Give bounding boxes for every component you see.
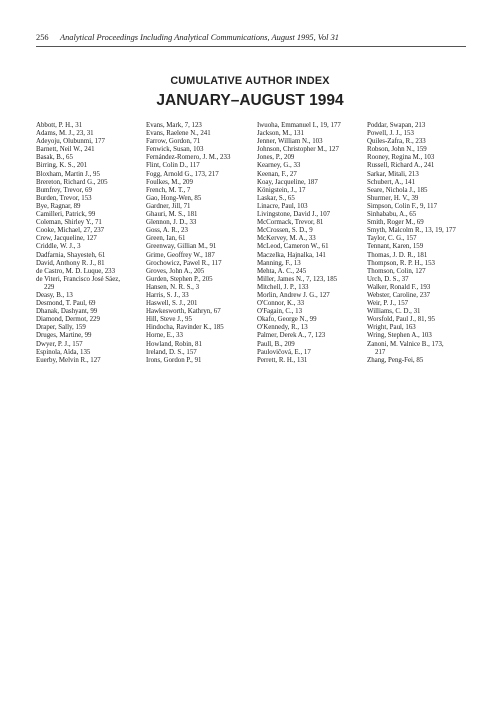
author-entry: Irons, Gordon P., 91 — [146, 356, 202, 364]
running-head — [36, 33, 468, 42]
author-entry: Dhanak, Dashyant, 99 — [36, 308, 98, 316]
author-entry: Adams, M. J., 23, 31 — [36, 130, 94, 138]
author-entry: Hill, Steve J., 95 — [146, 316, 192, 324]
author-entry: Ghauri, M. S., 181 — [146, 211, 198, 219]
author-entry: Coleman, Shirley Y., 71 — [36, 219, 102, 227]
author-entry: Evans, Raelene N., 241 — [146, 130, 211, 138]
author-entry: Seare, Nichola J., 185 — [367, 186, 428, 194]
author-entry: Morlin, Andrew J. G., 127 — [257, 291, 330, 299]
author-entry: Schubert, A., 141 — [367, 178, 416, 186]
author-entry: Abbott, P. H., 31 — [36, 122, 83, 129]
author-entry: Horne, E., 33 — [146, 332, 183, 340]
author-entry: Desmond, T. Paul, 69 — [36, 300, 96, 308]
author-entry: O'Kennedy, R., 13 — [257, 324, 308, 332]
author-entry: Walker, Ronald F., 193 — [367, 283, 431, 291]
author-entry: Shurmer, H. V., 39 — [367, 194, 419, 202]
author-entry: Euerby, Melvin R., 127 — [36, 356, 101, 364]
author-entry: Bloxham, Martin J., 95 — [36, 170, 100, 178]
author-entry: Gao, Hong-Wen, 85 — [146, 194, 202, 202]
author-entry: Druges, Martine, 99 — [36, 332, 92, 340]
author-entry: Howland, Robin, 81 — [146, 340, 202, 348]
author-entry: Glennon, J. D., 33 — [146, 219, 197, 227]
author-entry: Dadfarnia, Shayesteh, 61 — [36, 251, 106, 259]
author-entry: Fogg, Arnold G., 173, 217 — [146, 170, 219, 178]
author-entry: David, Anthony R. J., 81 — [36, 259, 105, 267]
author-entry: Crew, Jacqueline, 127 — [36, 235, 97, 243]
journal-title: Analytical Proceedings Including Analytical Communications, August 1995, Vol 31 — [60, 33, 339, 42]
index-column-4 — [367, 122, 456, 365]
author-entry: Okafo, George N., 99 — [257, 316, 317, 324]
author-entry: Linacre, Paul, 103 — [257, 202, 308, 210]
author-entry: Grochowicz, Pawel R., 117 — [146, 259, 222, 267]
author-entry: Burden, Trevor, 153 — [36, 194, 92, 202]
author-entry: Thomson, Colin, 127 — [367, 267, 426, 275]
author-entry: Webster, Caroline, 237 — [367, 291, 431, 299]
author-entry: Urch, D. S., 37 — [367, 275, 409, 283]
author-entry: Draper, Sally, 159 — [36, 324, 86, 332]
author-entry: Bye, Ragnar, 89 — [36, 202, 81, 210]
author-entry: Jenner, William N., 103 — [257, 138, 323, 146]
author-entry: Zhang, Peng-Fei, 85 — [367, 356, 424, 364]
author-entry: O'Connor, K., 33 — [257, 300, 305, 308]
author-entry: Farrow, Gordon, 71 — [146, 138, 201, 146]
author-entry: Espinola, Aïda, 135 — [36, 348, 91, 356]
index-column-3 — [257, 122, 341, 365]
author-entry: Robson, John N., 159 — [367, 146, 427, 154]
author-entry: Criddle, W. J., 3 — [36, 243, 81, 251]
author-entry: Hawkesworth, Kathryn, 67 — [146, 308, 221, 316]
author-entry: Wright, Paul, 163 — [367, 324, 416, 332]
author-entry: Zanoni, M. Valnice B., 173, — [367, 340, 444, 348]
author-entry: O'Fagain, C., 13 — [257, 308, 303, 316]
author-entry: Paull, B., 209 — [257, 340, 295, 348]
author-entry: McLeod, Cameron W., 61 — [257, 243, 329, 251]
author-entry: Adeyoju, Olubunmi, 177 — [36, 138, 105, 146]
author-entry: Harris, S. J., 33 — [146, 291, 189, 299]
author-entry: Goss, A. R., 23 — [146, 227, 188, 235]
author-entry: Cooke, Michael, 27, 237 — [36, 227, 105, 235]
author-entry: Wring, Stephen A., 103 — [367, 332, 432, 340]
author-entry: Evans, Mark, 7, 123 — [146, 122, 202, 129]
author-entry: Koay, Jacqueline, 187 — [257, 178, 318, 186]
author-entry: Sinhababu, A., 65 — [367, 211, 417, 219]
author-entry: Laskar, S., 65 — [257, 194, 295, 202]
author-entry: Gardner, Jill, 71 — [146, 202, 191, 210]
author-entry: Thomas, J. D. R., 181 — [367, 251, 428, 259]
author-entry: Taylor, C. G., 157 — [367, 235, 417, 243]
author-entry: Fernández-Romero, J. M., 233 — [146, 154, 231, 162]
author-entry: Fenwick, Susan, 103 — [146, 146, 204, 154]
author-entry: Jones, P., 209 — [257, 154, 295, 162]
author-entry: Perrett, R. H., 131 — [257, 356, 308, 364]
author-entry: Manning, F., 13 — [257, 259, 301, 267]
author-entry: Rooney, Regina M., 103 — [367, 154, 435, 162]
author-entry: Mehta, A. C., 245 — [257, 267, 307, 275]
author-entry: Basak, B., 65 — [36, 154, 73, 162]
author-entry: Poddar, Swapan, 213 — [367, 122, 426, 129]
author-entry: French, M. T., 7 — [146, 186, 191, 194]
author-entry: de Castro, M. D. Luque, 233 — [36, 267, 116, 275]
index-column-1 — [36, 122, 120, 365]
author-entry: Grime, Geoffrey W., 187 — [146, 251, 215, 259]
author-entry: de Viteri, Francisco José Sáez, — [36, 275, 121, 283]
author-entry: Flint, Colin D., 117 — [146, 162, 200, 170]
author-entry: Gurden, Stephen P., 205 — [146, 275, 213, 283]
author-entry: Birring, K. S., 201 — [36, 162, 88, 170]
author-entry: Jackson, M., 131 — [257, 130, 304, 138]
author-entry: Smith, Roger M., 69 — [367, 219, 424, 227]
author-entry: Quiles-Zafra, R., 233 — [367, 138, 426, 146]
author-entry: Königstein, J., 17 — [257, 186, 306, 194]
author-entry: Kearney, G., 33 — [257, 162, 301, 170]
author-entry: Paulovičová, E., 17 — [257, 348, 311, 356]
author-entry: 217 — [375, 348, 386, 356]
index-column-2 — [146, 122, 230, 365]
author-entry: Smyth, Malcolm R., 13, 19, 177 — [367, 227, 456, 235]
author-entry: Mitchell, J. P., 133 — [257, 283, 309, 291]
author-entry: Tennant, Karen, 159 — [367, 243, 424, 251]
author-entry: Groves, John A., 205 — [146, 267, 205, 275]
author-entry: 229 — [44, 283, 55, 291]
author-entry: Powell, J. J., 153 — [367, 130, 414, 138]
author-entry: Barnett, Neil W., 241 — [36, 146, 95, 154]
author-entry: Deasy, B., 13 — [36, 291, 73, 299]
author-entry: Hindocha, Ravinder K., 185 — [146, 324, 224, 332]
author-entry: Palmer, Derek A., 7, 123 — [257, 332, 326, 340]
author-entry: Diamond, Dermot, 229 — [36, 316, 100, 324]
author-entry: Weir, P. J., 157 — [367, 300, 409, 308]
author-entry: Simpson, Colin F., 9, 117 — [367, 202, 438, 210]
author-entry: Foulkes, M., 209 — [146, 178, 193, 186]
author-entry: Green, Ian, 61 — [146, 235, 186, 243]
index-period: JANUARY–AUGUST 1994 — [156, 92, 344, 109]
author-entry: McCormack, Trevor, 81 — [257, 219, 324, 227]
author-entry: McCrossen, S. D., 9 — [257, 227, 313, 235]
author-entry: Dwyer, P. J., 157 — [36, 340, 83, 348]
author-entry: Keenan, F., 27 — [257, 170, 297, 178]
author-entry: Miller, James N., 7, 123, 185 — [257, 275, 338, 283]
author-entry: Ireland, D. S., 157 — [146, 348, 197, 356]
author-entry: Worsfold, Paul J., 81, 95 — [367, 316, 435, 324]
author-entry: Camilleri, Patrick, 99 — [36, 211, 96, 219]
author-entry: McKervey, M. A., 33 — [257, 235, 316, 243]
header-rule — [36, 46, 466, 47]
author-entry: Livingstone, David J., 107 — [257, 211, 331, 219]
author-entry: Iwuoha, Emmanuel I., 19, 177 — [257, 122, 341, 129]
author-entry: Brereton, Richard G., 205 — [36, 178, 108, 186]
author-entry: Bumfrey, Trevor, 69 — [36, 186, 92, 194]
author-entry: Williams, C. D., 31 — [367, 308, 421, 316]
author-entry: Maczelka, Hajnalka, 141 — [257, 251, 326, 259]
author-entry: Hansen, N. R. S., 3 — [146, 283, 200, 291]
author-entry: Russell, Richard A., 241 — [367, 162, 435, 170]
author-entry: Haswell, S. J., 201 — [146, 300, 198, 308]
index-title: CUMULATIVE AUTHOR INDEX — [170, 75, 330, 87]
author-entry: Johnson, Christopher M., 127 — [257, 146, 339, 154]
author-entry: Greenway, Gillian M., 91 — [146, 243, 217, 251]
page-number: 256 — [36, 33, 49, 42]
author-entry: Sarkar, Mitali, 213 — [367, 170, 419, 178]
author-entry: Thompson, R. P. H., 153 — [367, 259, 435, 267]
